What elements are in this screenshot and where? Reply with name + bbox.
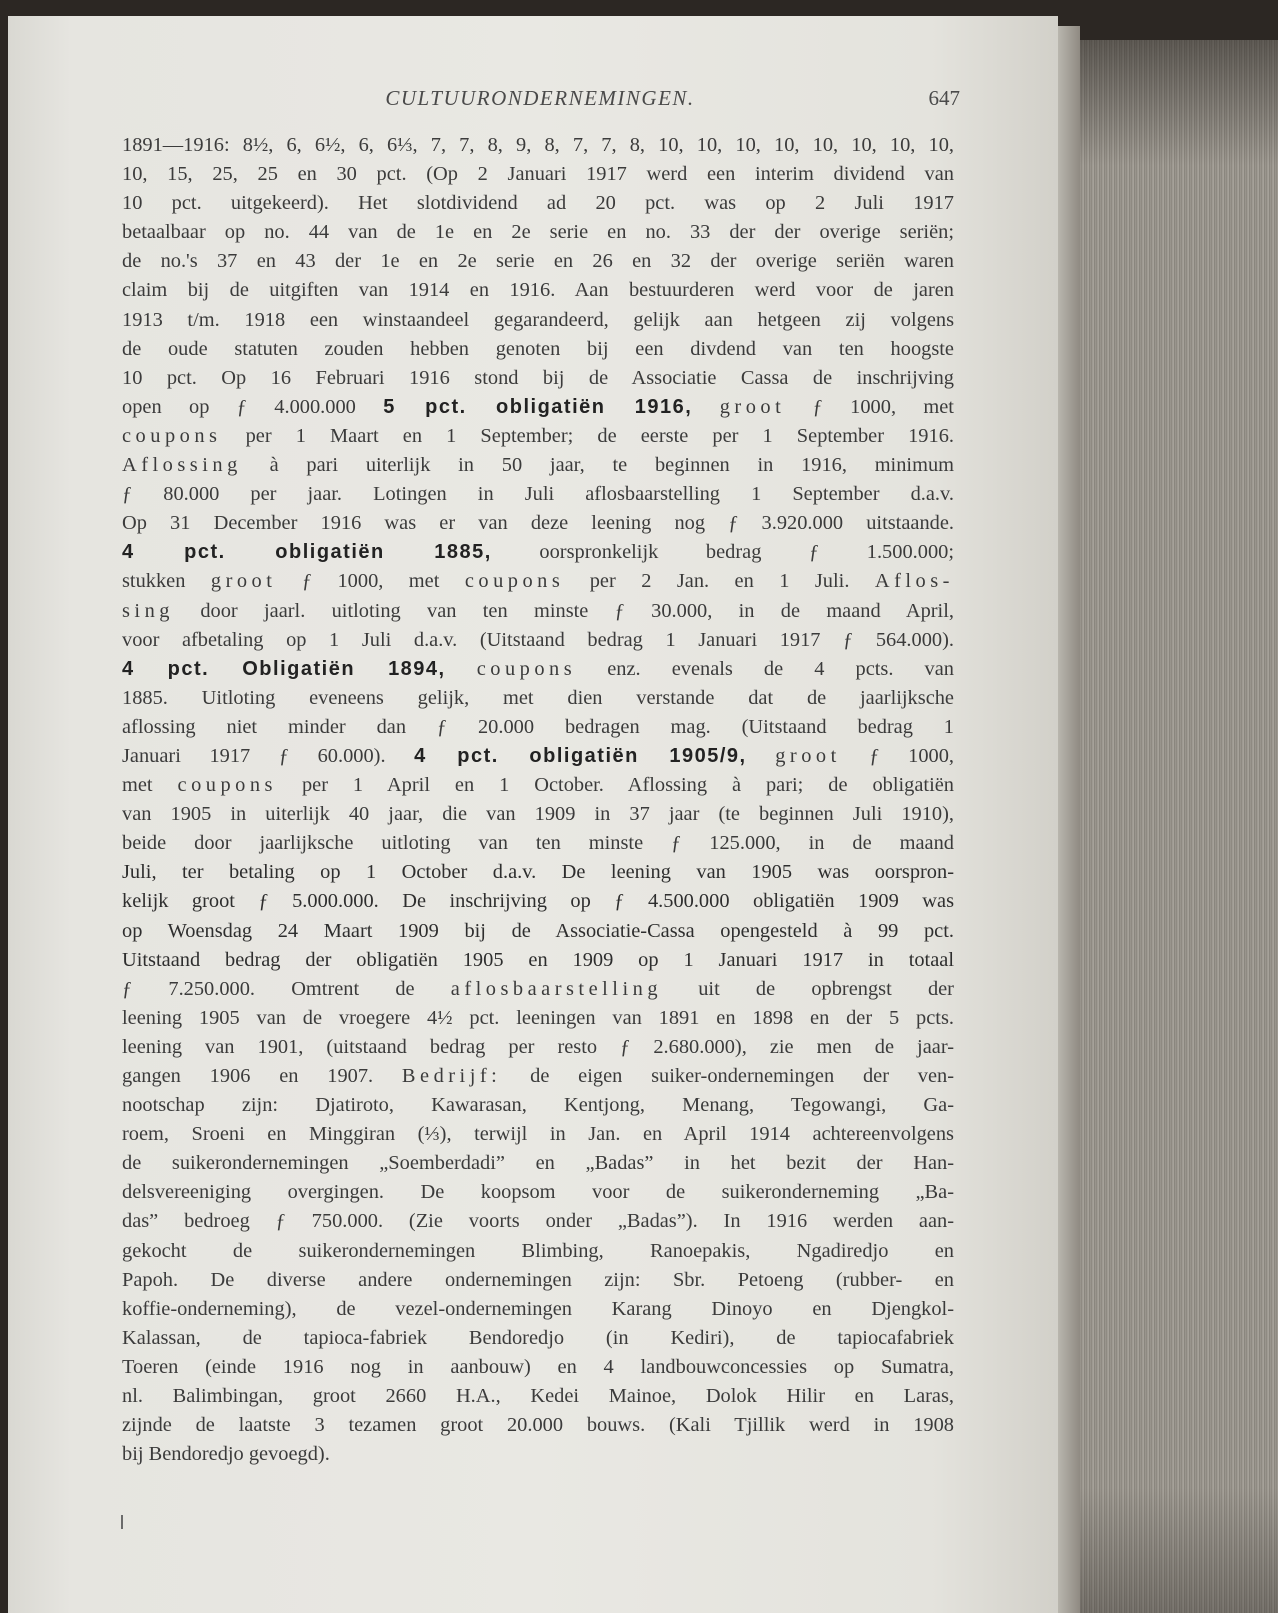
text-line: 10, 15, 25, 25 en 30 pct. (Op 2 Januari 1917 werd een interim dividend van: [122, 163, 954, 186]
text-line: claim bij de uitgiften van 1914 en 1916. Aan bestuurderen werd voor de jaren: [122, 279, 954, 302]
text-line: leening van 1901, (uitstaand bedrag per resto ƒ 2.680.000), zie men de jaar-: [122, 1035, 954, 1058]
text-line: Juli, ter betaling op 1 October d.a.v. De leening van 1905 was oorspron-: [122, 861, 954, 884]
text-line: Op 31 December 1916 was er van deze leening nog ƒ 3.920.000 uitstaande.: [122, 512, 954, 535]
spaced-term: coupons: [464, 570, 565, 593]
spaced-term: Aflossing: [122, 454, 242, 477]
text-line: [122, 393, 954, 422]
text-line: delsvereeniging overgingen. De koopsom voor de suikeronderneming „Ba-: [122, 1181, 954, 1204]
page-edges-shadow: [1060, 40, 1278, 1613]
bold-heading: 4 pct. Obligatiën 1894,: [122, 657, 446, 680]
text-line: de no.'s 37 en 43 der 1e en 2e serie en 26 en 32 der overige seriën waren: [122, 250, 954, 273]
spaced-term: Bedrijf:: [401, 1065, 502, 1087]
text-run: met: [122, 774, 178, 797]
spaced-term: Aflos-: [874, 570, 954, 593]
text-line: 1891—1916: 8½, 6, 6½, 6, 6⅓, 7, 7, 8, 9, 8, 7, 7, 8, 10, 10, 10, 10, 10, 10, 10, 10,: [122, 134, 954, 156]
text-line: leening 1905 van de vroegere 4½ pct. leeningen van 1891 en 1898 en der 5 pcts.: [122, 1006, 954, 1029]
text-line: betaalbaar op no. 44 van de 1e en 2e serie en no. 33 der der overige seriën;: [122, 221, 954, 244]
spaced-term: coupons: [122, 424, 222, 447]
text-line: ƒ 80.000 per jaar. Lotingen in Juli aflosbaarstelling 1 September d.a.v.: [122, 483, 954, 506]
text-run: à pari uiterlijk in 50 jaar, te beginnen in 1916, minimum: [269, 454, 954, 477]
text-line: 10 pct. Op 16 Februari 1916 stond bij de Associatie Cassa de inschrijving: [122, 366, 954, 389]
text-line: [122, 655, 954, 684]
text-line: beide door jaarlijksche uitloting van ten minste ƒ 125.000, in de maand: [122, 832, 954, 855]
text-line: de oude statuten zouden hebben genoten bij een divdend van ten hoogste: [122, 337, 954, 360]
bold-heading: 4 pct. obligatiën 1885,: [122, 541, 492, 564]
text-line: nl. Balimbingan, groot 2660 H.A., Kedei Mainoe, Dolok Hilir en Laras,: [122, 1385, 954, 1408]
text-run: open op ƒ 4.000.000: [122, 395, 384, 418]
text-line: [122, 1062, 954, 1091]
spaced-term: groot: [719, 395, 786, 418]
text-line: [122, 567, 954, 596]
text-run: oorspronkelijk bedrag ƒ 1.500.000;: [539, 541, 954, 564]
text-line: op Woensdag 24 Maart 1909 bij de Associatie-Cassa opengesteld à 99 pct.: [122, 919, 954, 942]
text-line: koffie-onderneming), de vezel-ondernemingen Karang Dinoyo en Djengkol-: [122, 1297, 954, 1320]
text-run: stukken: [122, 570, 211, 593]
scan-speck: [121, 1515, 123, 1529]
spaced-term: coupons: [476, 657, 577, 680]
text-line: voor afbetaling op 1 Juli d.a.v. (Uitstaand bedrag 1 Januari 1917 ƒ 564.000).: [122, 628, 954, 651]
text-line: Kalassan, de tapioca-fabriek Bendoredjo (in Kediri), de tapiocafabriek: [122, 1326, 954, 1349]
text-line: Uitstaand bedrag der obligatiën 1905 en 1909 op 1 Januari 1917 in totaal: [122, 948, 954, 971]
page-number: 647: [928, 86, 960, 110]
text-run: uit de opbrengst der: [698, 977, 954, 1000]
text-line: 1913 t/m. 1918 een winstaandeel gegarandeerd, gelijk aan hetgeen zij volgens: [122, 308, 954, 331]
text-line: de suikerondernemingen „Soemberdadi” en „Badas” in het bezit der Han-: [122, 1152, 954, 1175]
body-text: [122, 131, 954, 1469]
spaced-term: aflosbaarstelling: [450, 977, 663, 1000]
text-line: [122, 538, 954, 567]
text-run: per 2 Jan. en 1 Juli.: [589, 570, 875, 593]
spaced-term: coupons: [177, 774, 277, 797]
text-run: gangen 1906 en 1907.: [122, 1065, 402, 1087]
running-head: CULTUURONDERNEMINGEN.: [385, 86, 695, 110]
page-header: [120, 86, 960, 114]
text-line: bij Bendoredjo gevoegd).: [122, 1443, 330, 1466]
text-line: Toeren (einde 1916 nog in aanbouw) en 4 landbouwconcessies op Sumatra,: [122, 1355, 954, 1378]
bold-heading: 4 pct. obligatiën 1905/9,: [414, 744, 747, 767]
text-line: [122, 597, 954, 626]
text-line: kelijk groot ƒ 5.000.000. De inschrijving op ƒ 4.500.000 obligatiën 1909 was: [122, 890, 954, 913]
bold-heading: 5 pct. obligatiën 1916,: [383, 395, 693, 418]
text-line: Papoh. De diverse andere ondernemingen zijn: Sbr. Petoeng (rubber- en: [122, 1268, 954, 1291]
spaced-term: groot: [210, 570, 277, 593]
text-run: door jaarl. uitloting van ten minste ƒ 30.000, in de maand April,: [200, 599, 954, 622]
text-line: zijnde de laatste 3 tezamen groot 20.000 bouws. (Kali Tjillik werd in 1908: [122, 1414, 954, 1437]
text-line: 10 pct. uitgekeerd). Het slotdividend ad 20 pct. was op 2 Juli 1917: [122, 192, 954, 215]
text-line: [122, 422, 954, 451]
text-line: roem, Sroeni en Minggiran (⅓), terwijl in Jan. en April 1914 achtereenvolgens: [122, 1123, 954, 1146]
text-run: ƒ 1000,: [869, 744, 954, 767]
text-run: per 1 Maart en 1 September; de eerste per 1 September 1916.: [245, 424, 954, 447]
text-run: ƒ 1000, met: [812, 395, 954, 418]
text-run: enz. evenals de 4 pcts. van: [607, 657, 954, 680]
text-run: Januari 1917 ƒ 60.000).: [122, 744, 415, 767]
text-line: nootschap zijn: Djatiroto, Kawarasan, Kentjong, Menang, Tegowangi, Ga-: [122, 1094, 954, 1117]
text-run: de eigen suiker-ondernemingen der ven-: [530, 1065, 954, 1087]
text-run: ƒ 1000, met: [301, 570, 440, 593]
text-run: per 1 April en 1 October. Aflossing à pari; de obligatiën: [301, 774, 954, 797]
text-line: gekocht de suikerondernemingen Blimbing, Ranoepakis, Ngadiredjo en: [122, 1239, 954, 1262]
text-run: ƒ 7.250.000. Omtrent de: [122, 977, 451, 1000]
text-line: [122, 451, 954, 480]
text-line: van 1905 in uiterlijk 40 jaar, die van 1909 in 37 jaar (te beginnen Juli 1910),: [122, 803, 954, 826]
spaced-term: sing: [122, 599, 174, 622]
text-line: [122, 742, 954, 771]
text-line: [122, 975, 954, 1004]
text-line: aflossing niet minder dan ƒ 20.000 bedragen mag. (Uitstaand bedrag 1: [122, 715, 954, 738]
text-line: [122, 771, 954, 800]
text-line: 1885. Uitloting eveneens gelijk, met dien verstande dat de jaarlijksche: [122, 686, 954, 709]
spaced-term: groot: [775, 744, 841, 767]
text-line: das” bedroeg ƒ 750.000. (Zie voorts onder „Badas”). In 1916 werden aan-: [122, 1210, 954, 1233]
